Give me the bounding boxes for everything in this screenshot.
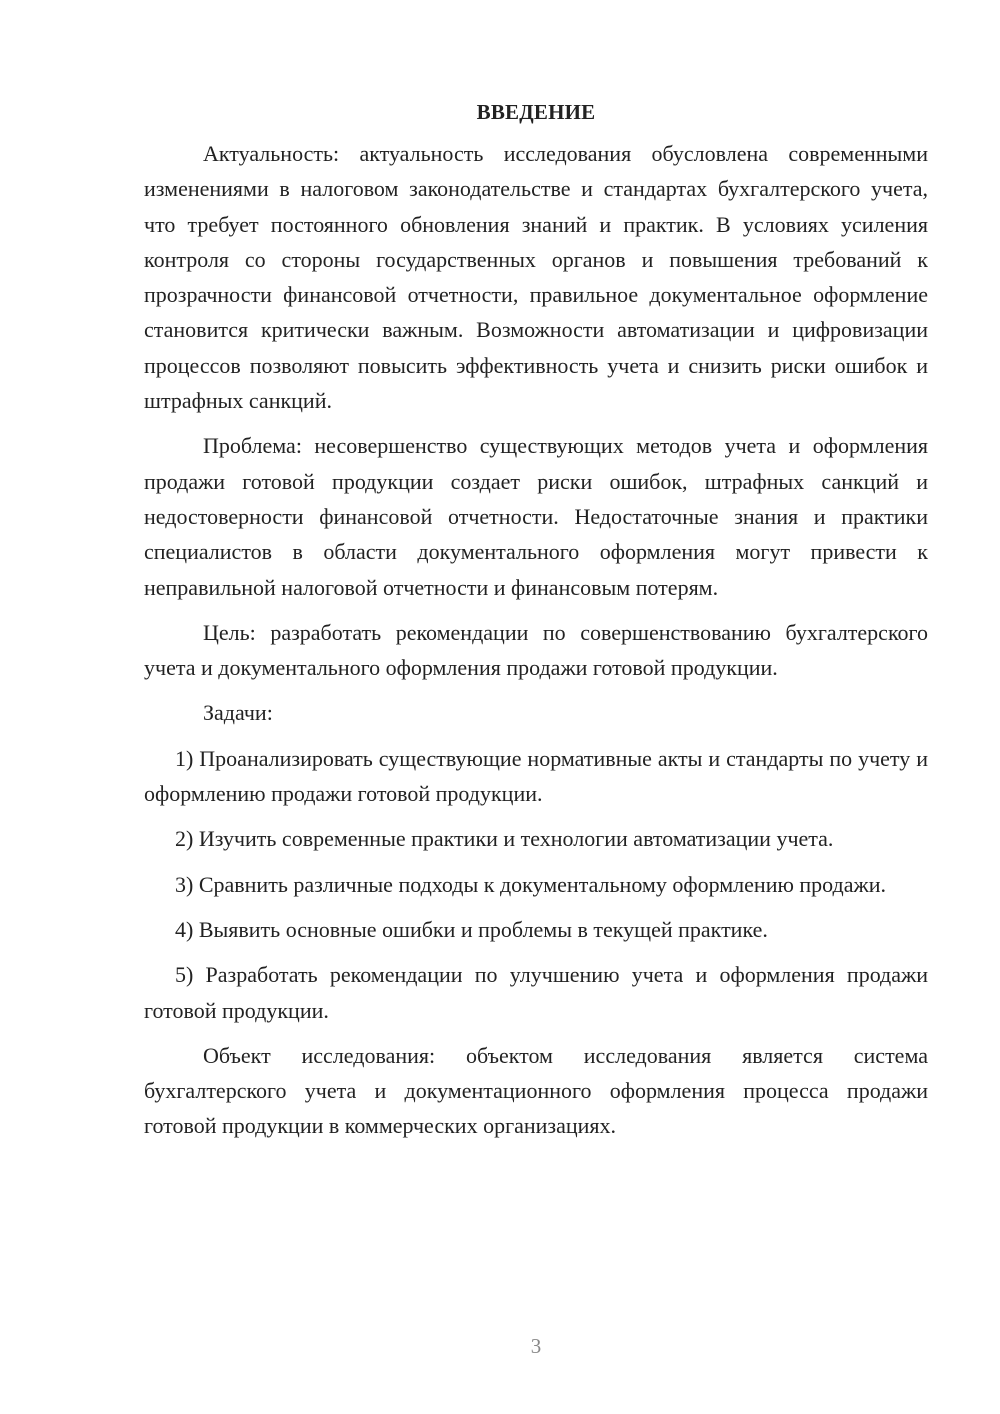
task-item-5: 5) Разработать рекомендации по улучшению учета и оформления продажи готовой продукции. xyxy=(144,962,928,1023)
paragraph-tasks-label: Задачи: xyxy=(203,700,273,726)
paragraph-object: Объект исследования: объектом исследования является система бухгалтерского учета и документационного оформления процесса продажи готовой продукции в коммерческих организациях. xyxy=(144,1042,928,1139)
page-number: 3 xyxy=(530,1334,542,1358)
task-item-3: 3) Сравнить различные подходы к документальному оформлению продажи. xyxy=(175,871,886,897)
paragraph-relevance: Актуальность: актуальность исследования обусловлена современными изменениями в налоговом законодательстве и стандартах бухгалтерского учета, что требует постоянного обновления знаний и практик. В условиях усиления контроля со стороны государственных органов и повышения требований к прозрачности финансовой отчетности, правильное документальное оформление становится критически важным. Возможности автоматизации и цифровизации процессов позволяют повысить эффективность учета и снизить риски ошибок и штрафных санкций. xyxy=(144,141,928,414)
task-item-2: 2) Изучить современные практики и технологии автоматизации учета. xyxy=(175,826,834,852)
task-item-1: 1) Проанализировать существующие нормативные акты и стандарты по учету и оформлению продажи готовой продукции. xyxy=(144,745,928,807)
page-content xyxy=(144,94,928,1154)
paragraph-goal: Цель: разработать рекомендации по совершенствованию бухгалтерского учета и документального оформления продажи готовой продукции. xyxy=(144,619,928,681)
task-item-4: 4) Выявить основные ошибки и проблемы в текущей практике. xyxy=(175,916,768,942)
paragraph-problem: Проблема: несовершенство существующих методов учета и оформления продажи готовой продукции создает риски ошибок, штрафных санкций и недостоверности финансовой отчетности. Недостаточные знания и практики специалистов в области документального оформления могут привести к неправильной налоговой отчетности и финансовым потерям. xyxy=(144,433,928,600)
page-title: ВВЕДЕНИЕ xyxy=(476,100,596,124)
